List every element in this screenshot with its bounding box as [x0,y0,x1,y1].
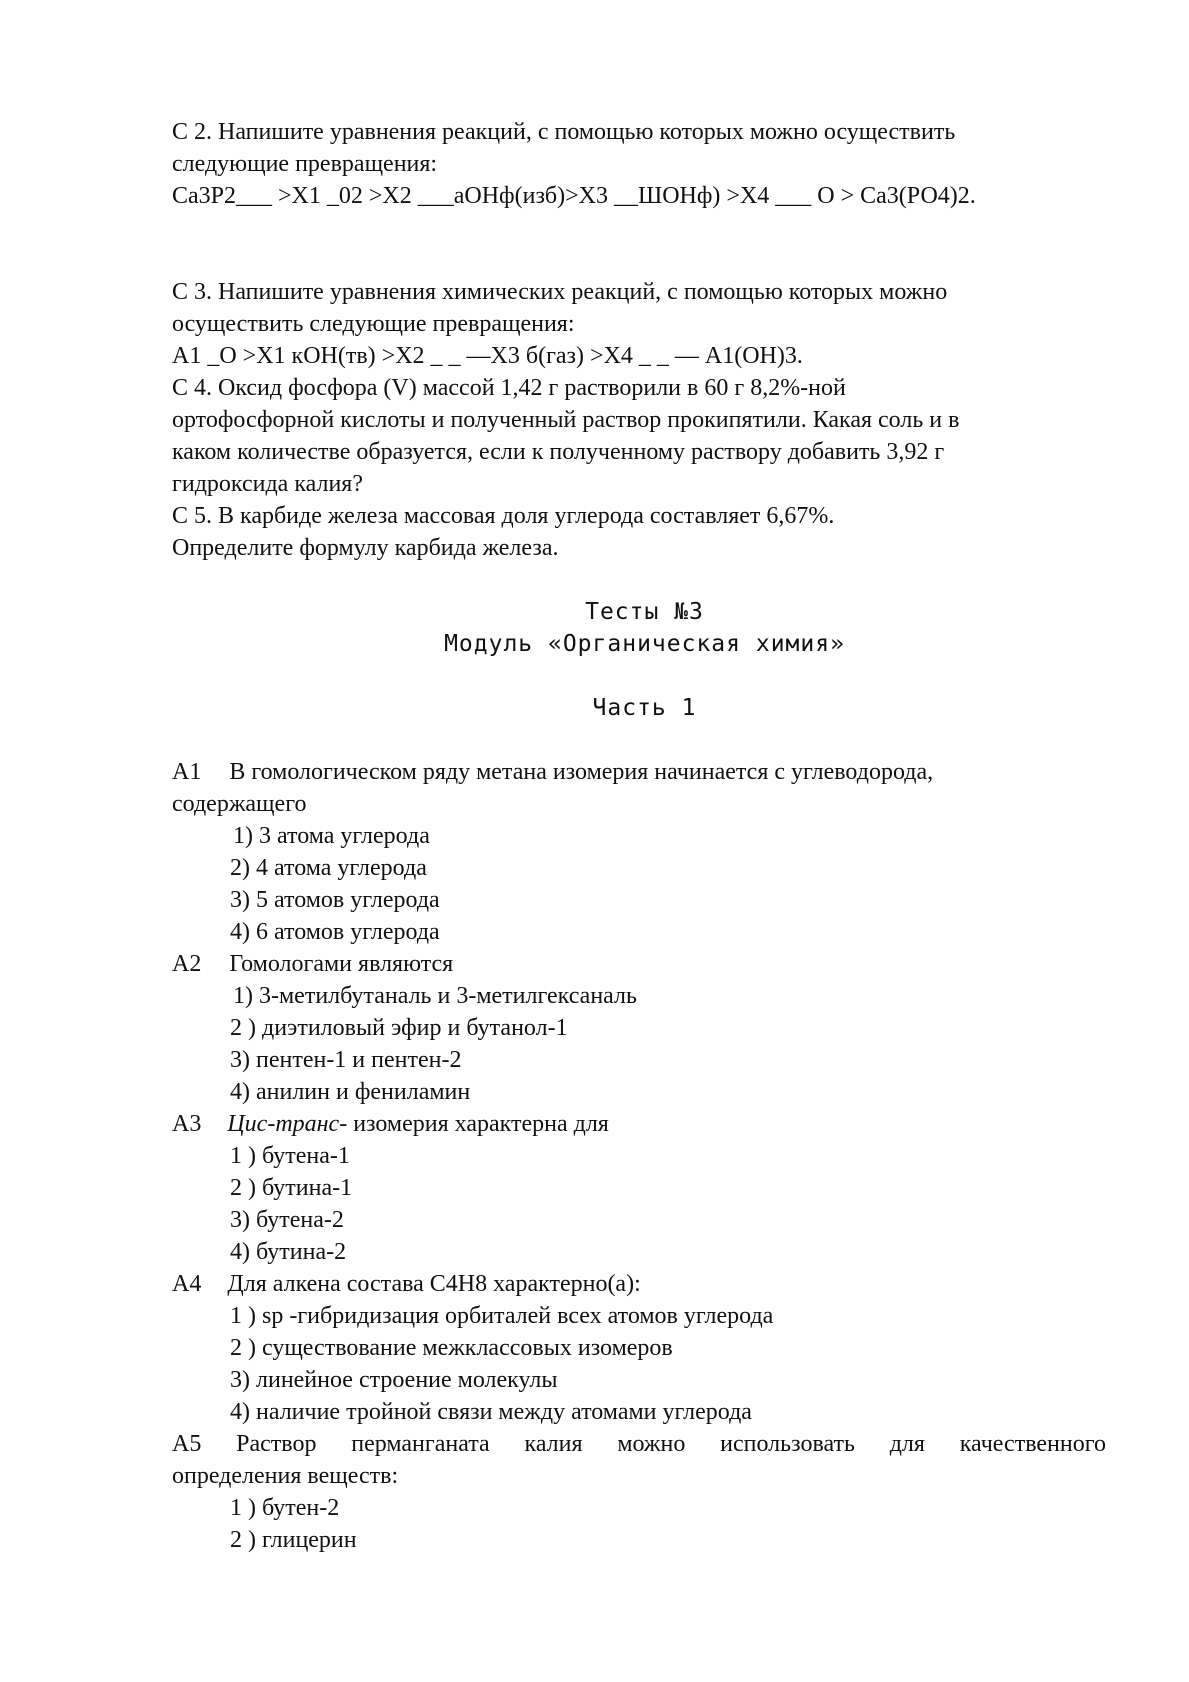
a2-option-2: 2 ) диэтиловый эфир и бутанол-1 [230,1015,568,1041]
a4-question-line [172,1270,641,1298]
module-title: Модуль «Органическая химия» [444,631,845,657]
a3-question-line [172,1110,609,1138]
a1-option-4: 4) 6 атомов углерода [230,919,440,945]
a1-option-3: 3) 5 атомов углерода [230,887,440,913]
c2-line1: С 2. Напишите уравнения реакций, с помощью которых можно осуществить [172,119,956,145]
a4-label: А4 [172,1271,202,1297]
a4-option-2: 2 ) существование межклассовых изомеров [230,1335,673,1361]
a3-question: изомерия характерна для [347,1111,609,1137]
c4-line1: С 4. Оксид фосфора (V) массой 1,42 г растворили в 60 г 8,2%-ной [172,375,846,401]
c2-line2: следующие превращения: [172,151,438,177]
a5-label: А5 [172,1431,202,1457]
a5-word: использовать [720,1431,855,1457]
a3-label: А3 [172,1111,202,1137]
a3-option-3: 3) бутена-2 [230,1207,344,1233]
a4-question: Для алкена состава C4H8 характерно(а): [227,1271,641,1297]
c3-line2: осуществить следующие превращения: [172,311,575,337]
a5-word: калия [524,1431,583,1457]
c5-line2: Определите формулу карбида железа. [172,535,559,561]
a4-option-1: 1 ) sp -гибридизация орбиталей всех атомов углерода [230,1303,774,1329]
a1-label: А1 [172,759,202,785]
c3-line1: С 3. Напишите уравнения химических реакций, с помощью которых можно [172,279,948,305]
a2-option-3: 3) пентен-1 и пентен-2 [230,1047,462,1073]
a2-question: Гомологами являются [229,951,454,977]
a3-question-italic: Цис-транс- [227,1111,348,1137]
c4-line2: ортофосфорной кислоты и полученный раствор прокипятили. Какая соль и в [172,407,960,433]
c2-chain: Са3Р2___ >Х1 _02 >Х2 ___aОНф(изб)>Х3 __ШОНф) >Х4 ___ О > Са3(РО4)2. [172,183,976,209]
part-title: Часть 1 [592,695,697,721]
a5-word: качественного [959,1431,1106,1457]
a2-label: А2 [172,951,202,977]
a5-option-1: 1 ) бутен-2 [230,1495,340,1521]
a4-option-3: 3) линейное строение молекулы [230,1367,558,1393]
a3-option-4: 4) бутина-2 [230,1239,347,1265]
a3-option-2: 2 ) бутина-1 [230,1175,353,1201]
a5-word: Раствор [236,1431,317,1457]
a2-question-line [172,950,453,978]
c5-line1: С 5. В карбиде железа массовая доля углерода составляет 6,67%. [172,503,835,529]
a1-option-1: 1) 3 атома углерода [233,823,430,849]
a1-question-line [172,758,933,786]
a3-option-1: 1 ) бутена-1 [230,1143,350,1169]
a1-question: В гомологическом ряду метана изомерия начинается с углеводорода, [229,759,934,785]
a2-option-4: 4) анилин и фениламин [230,1079,471,1105]
c3-chain: А1 _O >Х1 кОН(тв) >Х2 _ _ —Х3 б(газ) >Х4 _ _ — А1(ОН)3. [172,343,803,369]
a5-option-2: 2 ) глицерин [230,1527,357,1553]
a1-option-2: 2) 4 атома углерода [230,855,427,881]
a5-word: можно [617,1431,686,1457]
a5-word: перманганата [351,1431,490,1457]
a5-question-line [172,1430,1106,1458]
a5-question-cont: определения веществ: [172,1463,399,1489]
a1-question-cont: содержащего [172,791,307,817]
a5-word: для [889,1431,925,1457]
c4-line4: гидроксида калия? [172,471,363,497]
c4-line3: каком количестве образуется, если к полученному раствору добавить 3,92 г [172,439,945,465]
a2-option-1: 1) 3-метилбутаналь и 3-метилгексаналь [233,983,637,1009]
tests-title: Тесты №3 [585,599,704,625]
a4-option-4: 4) наличие тройной связи между атомами углерода [230,1399,752,1425]
